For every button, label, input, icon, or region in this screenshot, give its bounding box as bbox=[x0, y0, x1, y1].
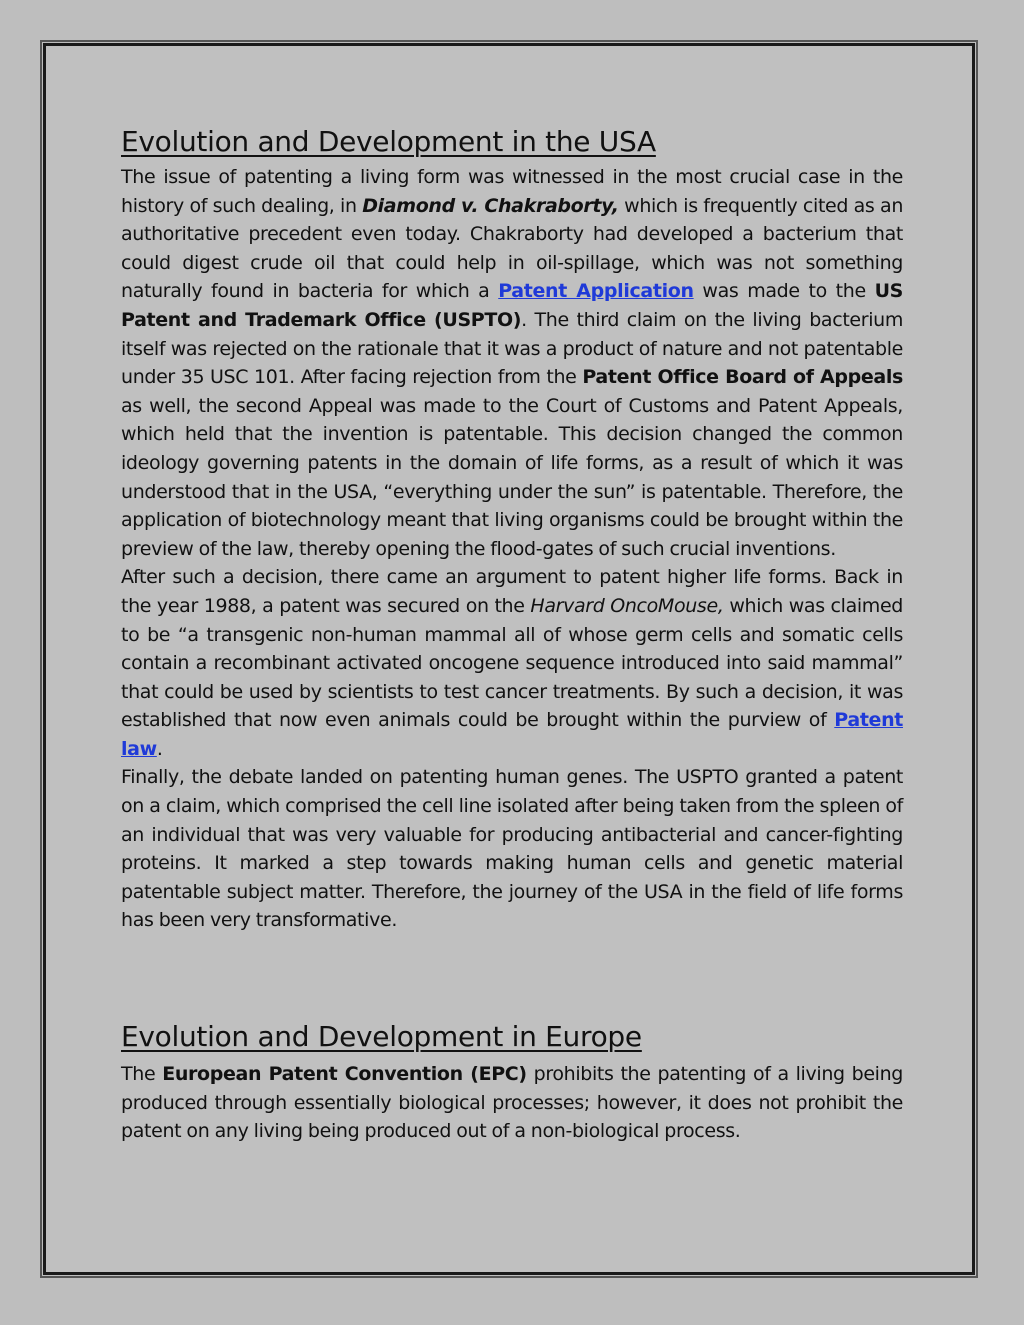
text-span: as well, the second Appeal was made to the Court of Customs and Patent Appeals, which held that the invention is patentable. This decision changed the common ideology governing patents in the domain of life forms, as a result of which it was understood that in the USA, “everything under the sun” is patentable. Therefore, the application of biotechnology meant that living organisms could be brought within the preview of the law, thereby opening the flood-gates of such crucial inventions. bbox=[121, 394, 903, 560]
text-span: . The third claim on the living bacterium itself was rejected on the rationale that it was a product of nature and not patentable under 35 USC 101. After facing rejection from the bbox=[121, 308, 903, 389]
oncomouse-name: Harvard OncoMouse, bbox=[530, 594, 724, 617]
section-europe bbox=[121, 1019, 903, 1146]
heading-usa: Evolution and Development in the USA bbox=[121, 125, 656, 158]
section-usa bbox=[121, 124, 903, 935]
text-span: which is frequently cited as an authoritative precedent even today. Chakraborty had developed a bacterium that could digest crude oil that could help in oil-spillage, which was not something naturally found in bacteria for which a bbox=[121, 194, 904, 303]
paragraph-usa-1 bbox=[121, 163, 903, 563]
text-span: prohibits the patenting of a living being produced through essentially biological processes; however, it does not prohibit the patent on any living being produced out of a non-biological process. bbox=[121, 1063, 903, 1143]
uspto-name: US Patent and Trademark Office (USPTO) bbox=[121, 280, 903, 331]
text-span: The issue of patenting a living form was witnessed in the most crucial case in the history of such dealing, in bbox=[121, 166, 903, 217]
text-span: The bbox=[121, 1063, 163, 1085]
heading-europe: Evolution and Development in Europe bbox=[121, 1020, 642, 1053]
paragraph-usa-2 bbox=[121, 563, 903, 763]
case-name: Diamond v. Chakraborty, bbox=[362, 194, 619, 217]
text-span: which was claimed to be “a transgenic non-human mammal all of whose germ cells and somatic cells contain a recombinant activated oncogene sequence introduced into said mammal” that could be used by scientists to test cancer treatments. By such a decision, it was established that now even animals could be brought within the purview of bbox=[121, 594, 904, 732]
paragraph-europe-1 bbox=[121, 1060, 903, 1146]
text-span: . bbox=[156, 737, 163, 760]
patent-law-link[interactable]: Patent law bbox=[121, 709, 903, 760]
board-name: Patent Office Board of Appeals bbox=[582, 366, 904, 389]
patent-application-link[interactable]: Patent Application bbox=[498, 280, 694, 303]
text-span: After such a decision, there came an argument to patent higher life forms. Back in the year 1988, a patent was secured on the bbox=[121, 566, 903, 617]
text-span: was made to the bbox=[693, 280, 875, 303]
epc-name: European Patent Convention (EPC) bbox=[162, 1063, 527, 1085]
paragraph-usa-3: Finally, the debate landed on patenting human genes. The USPTO granted a patent on a claim, which comprised the cell line isolated after being taken from the spleen of an individual that was very valuable for producing antibacterial and cancer-fighting proteins. It marked a step towards making human cells and genetic material patentable subject matter. Therefore, the journey of the USA in the field of life forms has been very transformative. bbox=[121, 766, 903, 932]
